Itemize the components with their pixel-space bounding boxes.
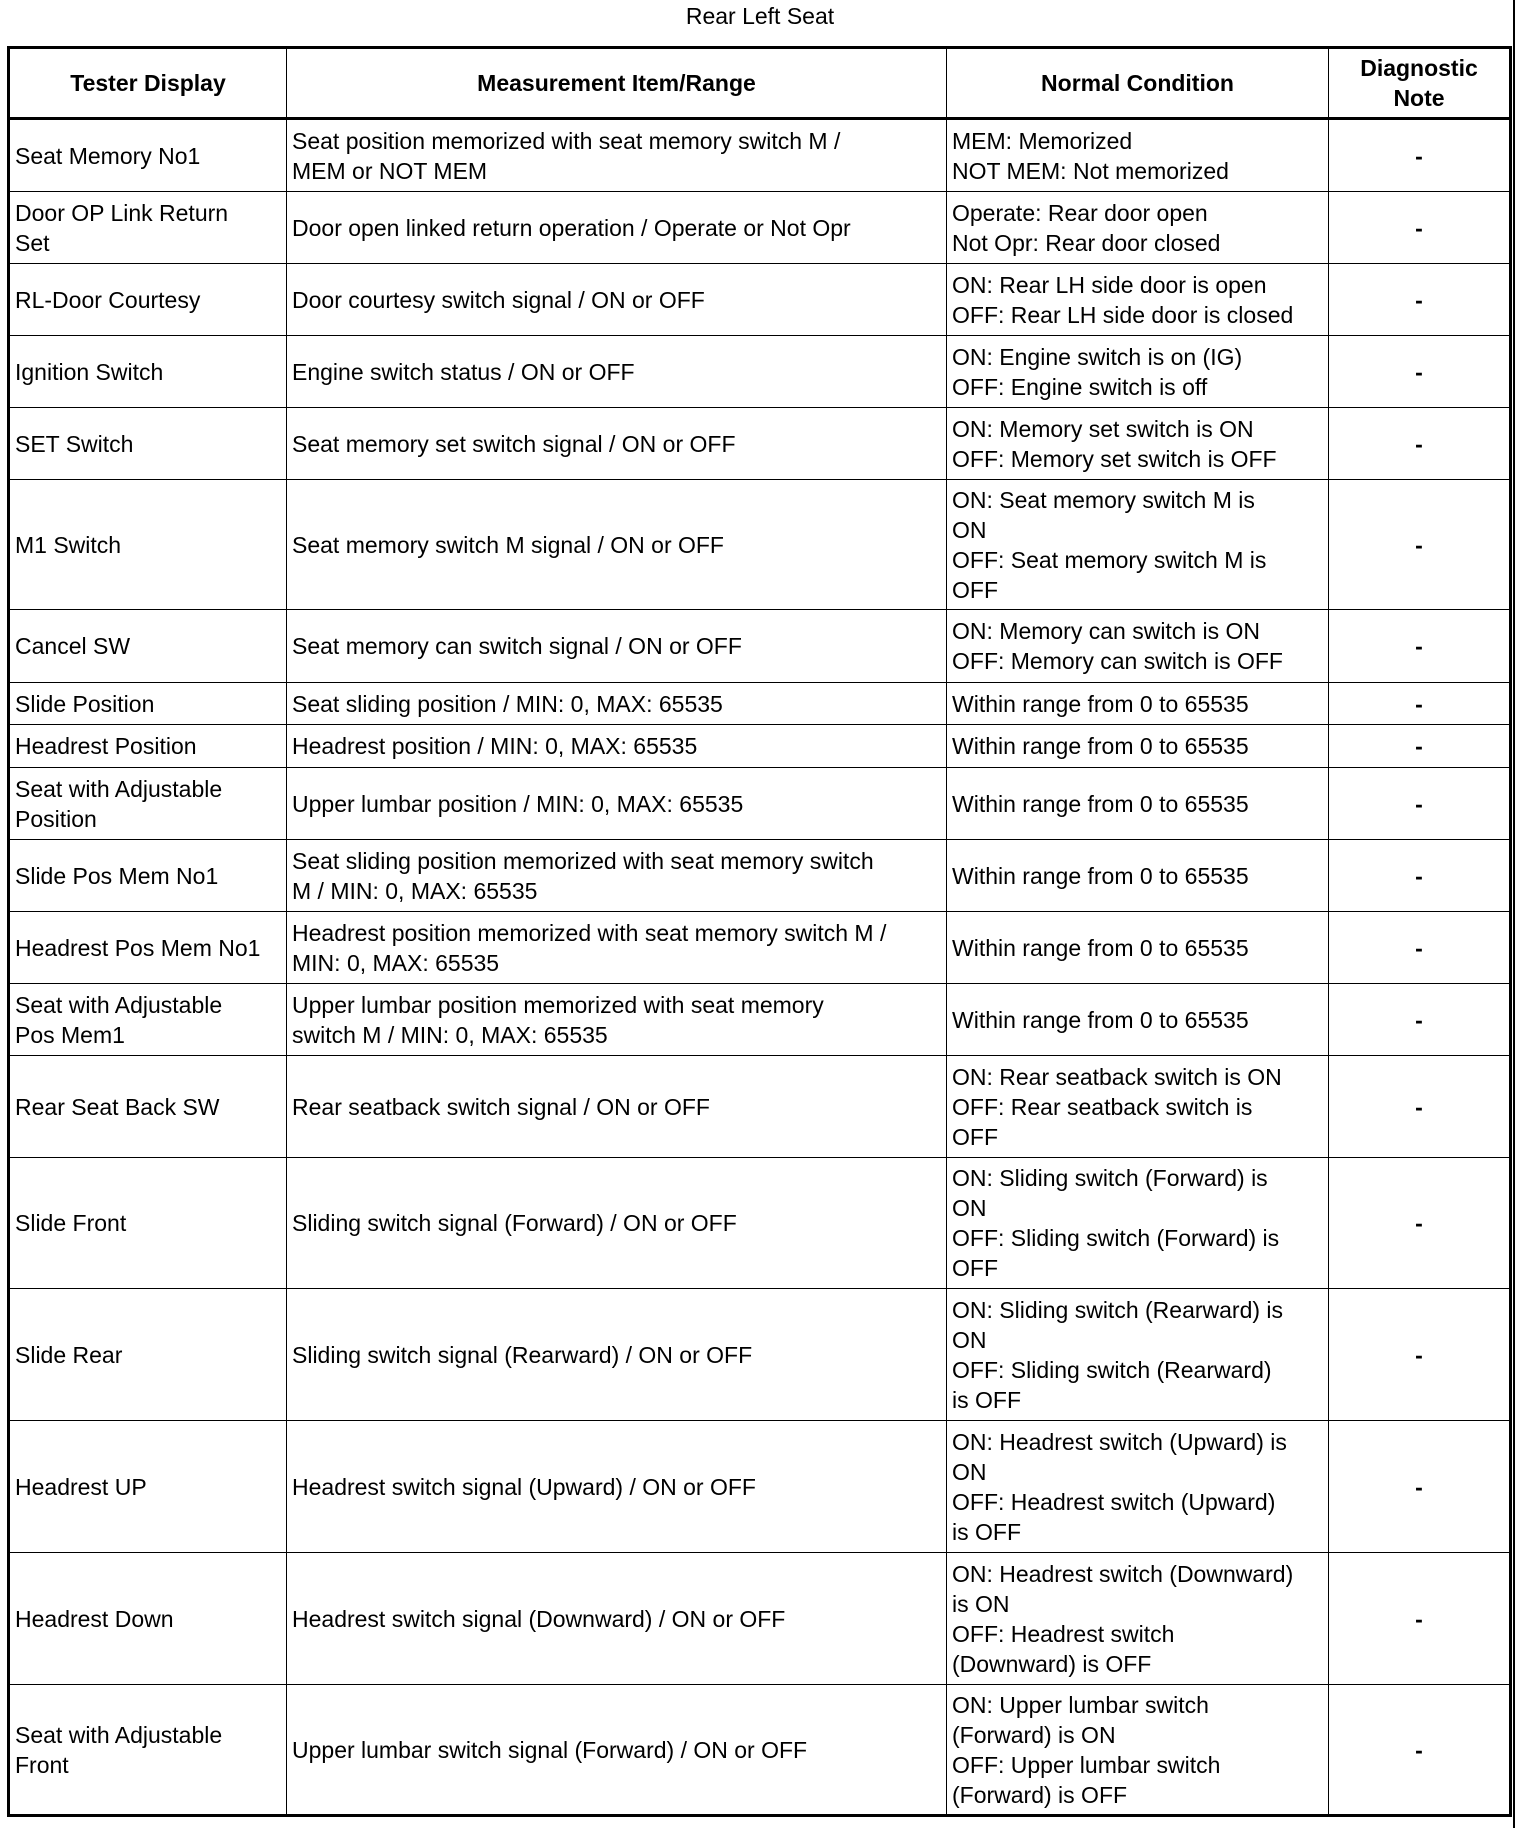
table-body — [9, 119, 1511, 1816]
table-row — [9, 408, 1511, 480]
measurement-cell: Sliding switch signal (Rearward) / ON or OFF — [287, 1289, 947, 1421]
diagnostic-note-cell: - — [1329, 1421, 1511, 1553]
normal-condition-cell: ON: Headrest switch (Downward) is ON OFF: Headrest switch (Downward) is OFF — [947, 1553, 1329, 1685]
header-tester-display: Tester Display — [9, 48, 287, 119]
diagnostic-note-cell: - — [1329, 1158, 1511, 1289]
table-row — [9, 725, 1511, 768]
tester-display-cell: Door OP Link Return Set — [9, 192, 287, 264]
table-row — [9, 480, 1511, 610]
tester-display-cell: Headrest Pos Mem No1 — [9, 912, 287, 984]
table-row — [9, 1056, 1511, 1158]
measurement-cell: Seat position memorized with seat memory switch M / MEM or NOT MEM — [287, 119, 947, 192]
tester-display-cell: Cancel SW — [9, 610, 287, 683]
normal-condition-cell: Operate: Rear door open Not Opr: Rear door closed — [947, 192, 1329, 264]
table-row — [9, 840, 1511, 912]
tester-display-cell: Headrest UP — [9, 1421, 287, 1553]
normal-condition-cell: Within range from 0 to 65535 — [947, 912, 1329, 984]
normal-condition-cell: Within range from 0 to 65535 — [947, 768, 1329, 840]
normal-condition-cell: ON: Sliding switch (Rearward) is ON OFF: Sliding switch (Rearward) is OFF — [947, 1289, 1329, 1421]
data-list-table — [7, 46, 1512, 1817]
diagnostic-note-cell: - — [1329, 725, 1511, 768]
tester-display-cell: Slide Pos Mem No1 — [9, 840, 287, 912]
measurement-cell: Engine switch status / ON or OFF — [287, 336, 947, 408]
tester-display-cell: Rear Seat Back SW — [9, 1056, 287, 1158]
diagnostic-note-cell: - — [1329, 1289, 1511, 1421]
diagnostic-note-cell: - — [1329, 1056, 1511, 1158]
table-row — [9, 1289, 1511, 1421]
table-row — [9, 912, 1511, 984]
measurement-cell: Upper lumbar position / MIN: 0, MAX: 65535 — [287, 768, 947, 840]
normal-condition-cell: ON: Sliding switch (Forward) is ON OFF: Sliding switch (Forward) is OFF — [947, 1158, 1329, 1289]
normal-condition-cell: Within range from 0 to 65535 — [947, 725, 1329, 768]
normal-condition-cell: ON: Memory set switch is ON OFF: Memory set switch is OFF — [947, 408, 1329, 480]
tester-display-cell: Headrest Position — [9, 725, 287, 768]
tester-display-cell: SET Switch — [9, 408, 287, 480]
measurement-cell: Upper lumbar switch signal (Forward) / ON or OFF — [287, 1685, 947, 1816]
measurement-cell: Upper lumbar position memorized with seat memory switch M / MIN: 0, MAX: 65535 — [287, 984, 947, 1056]
diagnostic-note-cell: - — [1329, 912, 1511, 984]
normal-condition-cell: ON: Rear LH side door is open OFF: Rear LH side door is closed — [947, 264, 1329, 336]
diagnostic-note-cell: - — [1329, 683, 1511, 725]
tester-display-cell: Seat with Adjustable Front — [9, 1685, 287, 1816]
measurement-cell: Headrest position / MIN: 0, MAX: 65535 — [287, 725, 947, 768]
diagnostic-note-cell: - — [1329, 1553, 1511, 1685]
normal-condition-cell: ON: Headrest switch (Upward) is ON OFF: Headrest switch (Upward) is OFF — [947, 1421, 1329, 1553]
table-row — [9, 1421, 1511, 1553]
normal-condition-cell: Within range from 0 to 65535 — [947, 840, 1329, 912]
measurement-cell: Sliding switch signal (Forward) / ON or OFF — [287, 1158, 947, 1289]
table-row — [9, 1158, 1511, 1289]
diagnostic-note-cell: - — [1329, 192, 1511, 264]
tester-display-cell: RL-Door Courtesy — [9, 264, 287, 336]
header-diagnostic-note: Diagnostic Note — [1329, 48, 1511, 119]
measurement-cell: Seat sliding position memorized with seat memory switch M / MIN: 0, MAX: 65535 — [287, 840, 947, 912]
tester-display-cell: Slide Position — [9, 683, 287, 725]
tester-display-cell: M1 Switch — [9, 480, 287, 610]
table-row — [9, 984, 1511, 1056]
table-row — [9, 683, 1511, 725]
diagnostic-note-cell: - — [1329, 336, 1511, 408]
table-header — [9, 48, 1511, 119]
measurement-cell: Seat memory switch M signal / ON or OFF — [287, 480, 947, 610]
diagnostic-note-cell: - — [1329, 119, 1511, 192]
diagnostic-note-cell: - — [1329, 610, 1511, 683]
diagnostic-note-cell: - — [1329, 840, 1511, 912]
tester-display-cell: Ignition Switch — [9, 336, 287, 408]
table-row — [9, 610, 1511, 683]
measurement-cell: Rear seatback switch signal / ON or OFF — [287, 1056, 947, 1158]
normal-condition-cell: Within range from 0 to 65535 — [947, 984, 1329, 1056]
measurement-cell: Headrest switch signal (Downward) / ON or OFF — [287, 1553, 947, 1685]
header-measurement: Measurement Item/Range — [287, 48, 947, 119]
normal-condition-cell: ON: Upper lumbar switch (Forward) is ON OFF: Upper lumbar switch (Forward) is OFF — [947, 1685, 1329, 1816]
table-row — [9, 192, 1511, 264]
diagnostic-note-cell: - — [1329, 264, 1511, 336]
diagnostic-note-cell: - — [1329, 480, 1511, 610]
diagnostic-note-cell: - — [1329, 984, 1511, 1056]
table-row — [9, 1685, 1511, 1816]
diagnostic-note-cell: - — [1329, 768, 1511, 840]
normal-condition-cell: ON: Rear seatback switch is ON OFF: Rear seatback switch is OFF — [947, 1056, 1329, 1158]
tester-display-cell: Headrest Down — [9, 1553, 287, 1685]
measurement-cell: Door open linked return operation / Operate or Not Opr — [287, 192, 947, 264]
tester-display-cell: Slide Front — [9, 1158, 287, 1289]
table-row — [9, 1553, 1511, 1685]
table-row — [9, 264, 1511, 336]
tester-display-cell: Seat Memory No1 — [9, 119, 287, 192]
tester-display-cell: Seat with Adjustable Position — [9, 768, 287, 840]
normal-condition-cell: ON: Seat memory switch M is ON OFF: Seat memory switch M is OFF — [947, 480, 1329, 610]
diagnostic-note-cell: - — [1329, 1685, 1511, 1816]
normal-condition-cell: Within range from 0 to 65535 — [947, 683, 1329, 725]
measurement-cell: Headrest switch signal (Upward) / ON or OFF — [287, 1421, 947, 1553]
table-row — [9, 336, 1511, 408]
normal-condition-cell: ON: Memory can switch is ON OFF: Memory can switch is OFF — [947, 610, 1329, 683]
header-row — [9, 48, 1511, 119]
page-title: Rear Left Seat — [685, 3, 835, 29]
measurement-cell: Seat memory set switch signal / ON or OFF — [287, 408, 947, 480]
table-row — [9, 768, 1511, 840]
normal-condition-cell: MEM: Memorized NOT MEM: Not memorized — [947, 119, 1329, 192]
header-normal-condition: Normal Condition — [947, 48, 1329, 119]
diagnostic-note-cell: - — [1329, 408, 1511, 480]
tester-display-cell: Slide Rear — [9, 1289, 287, 1421]
tester-display-cell: Seat with Adjustable Pos Mem1 — [9, 984, 287, 1056]
measurement-cell: Seat memory can switch signal / ON or OFF — [287, 610, 947, 683]
page-right-border — [1513, 0, 1515, 1828]
measurement-cell: Seat sliding position / MIN: 0, MAX: 65535 — [287, 683, 947, 725]
normal-condition-cell: ON: Engine switch is on (IG) OFF: Engine switch is off — [947, 336, 1329, 408]
table-row — [9, 119, 1511, 192]
measurement-cell: Door courtesy switch signal / ON or OFF — [287, 264, 947, 336]
measurement-cell: Headrest position memorized with seat memory switch M / MIN: 0, MAX: 65535 — [287, 912, 947, 984]
